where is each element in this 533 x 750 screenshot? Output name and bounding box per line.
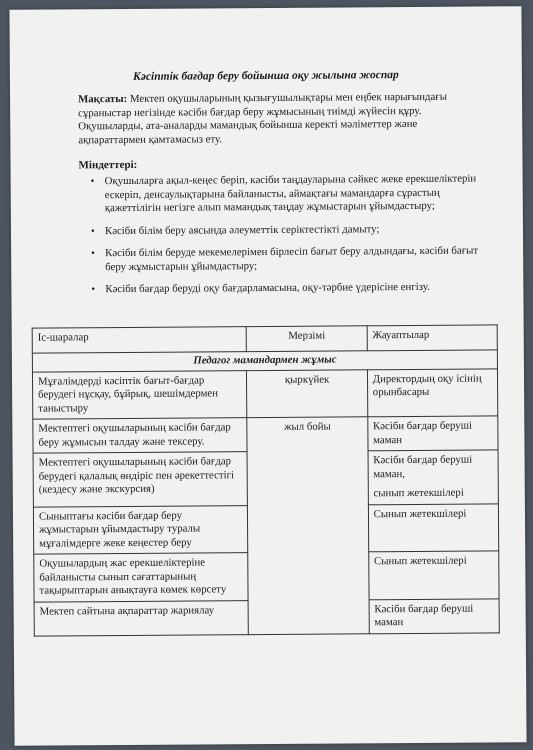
purpose-text: Мектеп оқушыларының қызығушылықтары мен еңбек нарығындағы сұраныстар негізінде кәсіби бағдар беру жұмысының тиімді жүйесін құру. Оқушыларды, ата-аналарды мамандық бойынша керекті мәліметтер және ақпараттармен қамтамасыз ету. (78, 90, 448, 146)
header-term: Мерзімі (247, 326, 367, 352)
table-header-row (32, 325, 497, 353)
responsible-cell (368, 450, 499, 504)
task-item: • Кәсіби бағдар беруді оқу бағдарламасына, оқу-тәрбие үдерісіне енгізу. (91, 280, 491, 296)
responsible-cell: Кәсіби бағдар беруші маман (367, 416, 498, 451)
event-cell: Мұғалімдерді кәсіптік бағыт-бағдар берудегі нұсқау, бұйрық, шешімдермен таныстыру (32, 370, 247, 419)
header-events: Іс-шаралар (32, 327, 247, 353)
table-row (33, 416, 498, 453)
responsible-cell: Директордың оқу ісінің орынбасары (367, 368, 498, 416)
event-cell: Оқушылардың жас ерекшеліктеріне байланысты сынып сағаттарының тақырыптарын анықтауға көмек көрсету (34, 553, 249, 602)
event-cell: Мектептегі оқушыларының кәсіби бағдар беру жұмысын талдау және тексеру. (33, 418, 248, 453)
term-cell: қыркүйек (247, 369, 368, 417)
purpose-paragraph (78, 91, 478, 148)
document-page (9, 6, 526, 746)
task-item: • Кәсіби білім беру аясында әлеуметтік серіктестікті дамыту; (91, 222, 491, 238)
responsible-cell: Сынып жетекшілері (368, 551, 499, 599)
task-item: • Кәсіби білім беруде мекемелерімен бірлесіп бағыт беру алдындағы, кәсіби бағыт беру жұмыстарын ұйымдастыру; (91, 244, 491, 274)
table-row (32, 368, 497, 419)
event-cell: Сыныптағы кәсіби бағдар беру жұмыстарын ұйымдастыру туралы мұғалімдерге жеке кеңестер беру (33, 505, 248, 554)
purpose-label: Мақсаты: (78, 92, 128, 106)
responsible-line: Кәсіби бағдар беруші маман, (373, 453, 473, 480)
responsible-cell: Кәсіби бағдар беруші маман (369, 598, 500, 633)
section-title: Педагог мамандармен жұмыс (32, 350, 497, 372)
responsible-cell: Сынып жетекшілері (368, 503, 499, 551)
responsible-line: сынып жетекшілері (373, 486, 464, 500)
term-cell: жыл бойы (247, 417, 369, 634)
event-cell: Мектеп сайтына ақпараттар жариялау (34, 600, 249, 635)
header-responsible: Жауаптылар (367, 325, 497, 351)
event-cell: Мектептегі оқушыларының кәсіби бағдар берудегі қалалық өндіріс пен әрекеттестігі (кездесу және экскурсия) (33, 452, 248, 507)
task-item: • Оқушыларға ақыл-кеңес беріп, кәсіби таңдауларына сәйкес жеке ерекшеліктерін ескеріп, денсаулықтарына байланысты, аймақтағы мамандарға сұрастың қажеттілігін негізге алып мамандық таңдау жұмыстарын ұйымдастыру; (91, 172, 491, 215)
tasks-heading: Міндеттері: (78, 158, 138, 172)
plan-table (32, 324, 500, 636)
document-title: Кәсіптік бағдар беру бойынша оқу жылына жоспар (132, 69, 399, 83)
tasks-list (91, 172, 492, 305)
